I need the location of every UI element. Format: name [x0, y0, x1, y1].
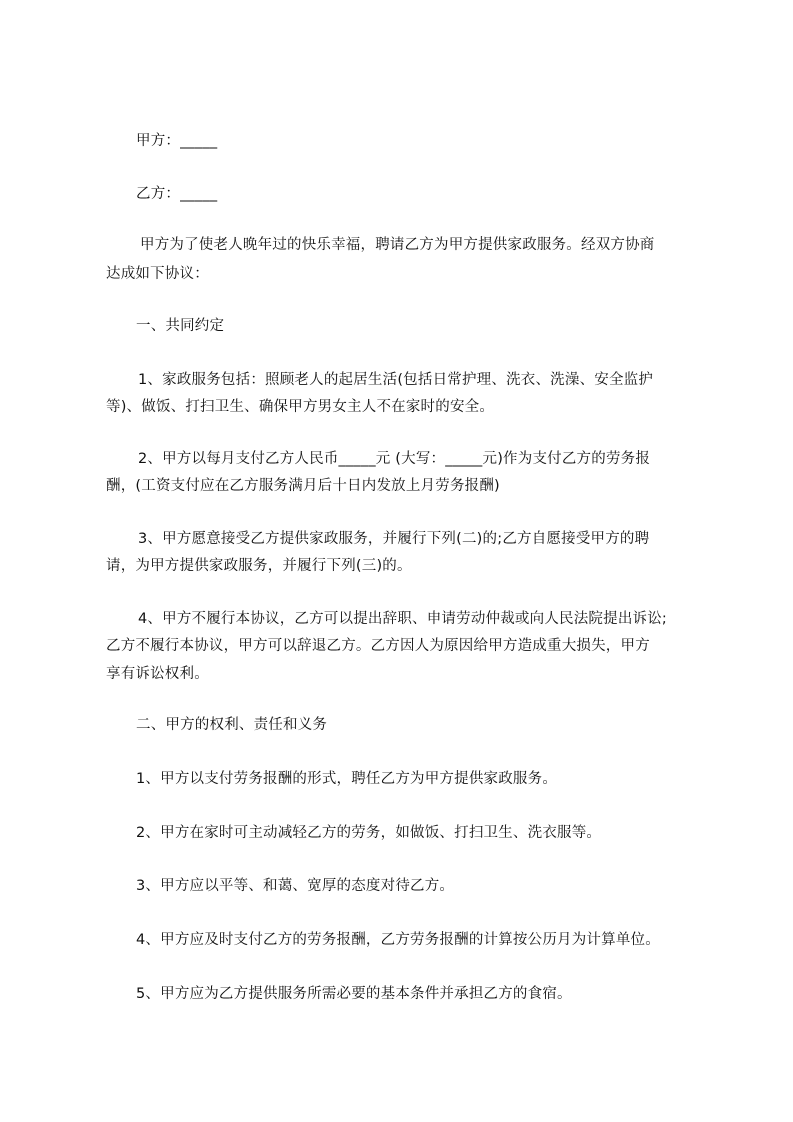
section-1-item-3-line-2: 请，为甲方提供家政服务，并履行下列(三)的。 — [106, 558, 412, 574]
section-2-item-5: 5、甲方应为乙方提供服务所需必要的基本条件并承担乙方的食宿。 — [136, 986, 572, 1002]
section-1-item-3-line-1: 3、甲方愿意接受乙方提供家政服务，并履行下列(二)的;乙方自愿接受甲方的聘 — [138, 531, 650, 547]
intro-line-2: 达成如下协议： — [106, 266, 209, 282]
section-1-item-1-line-1: 1、家政服务包括：照顾老人的起居生活(包括日常护理、洗衣、洗澡、安全监护 — [138, 372, 654, 388]
intro-line-1: 甲方为了使老人晚年过的快乐幸福，聘请乙方为甲方提供家政服务。经双方协商 — [140, 237, 655, 253]
section-1-item-2-line-1: 2、甲方以每月支付乙方人民币_____元 (大写：_____元)作为支付乙方的劳务报 — [138, 451, 651, 467]
section-2-item-3: 3、甲方应以平等、和蔼、宽厚的态度对待乙方。 — [136, 878, 455, 894]
section-2-item-2: 2、甲方在家时可主动减轻乙方的劳务，如做饭、打扫卫生、洗衣服等。 — [136, 825, 602, 841]
party-a-line: 甲方：_____ — [136, 133, 218, 149]
section-2-item-4: 4、甲方应及时支付乙方的劳务报酬，乙方劳务报酬的计算按公历月为计算单位。 — [136, 932, 660, 948]
party-b-line: 乙方：_____ — [136, 186, 218, 202]
section-2-heading: 二、甲方的权利、责任和义务 — [136, 717, 328, 733]
section-1-item-2-line-2: 酬，(工资支付应在乙方服务满月后十日内发放上月劳务报酬) — [106, 478, 500, 494]
section-1-item-4-line-3: 享有诉讼权利。 — [106, 666, 209, 682]
section-2-item-1: 1、甲方以支付劳务报酬的形式，聘任乙方为甲方提供家政服务。 — [136, 771, 558, 787]
section-1-heading: 一、共同约定 — [136, 318, 225, 334]
section-1-item-4-line-1: 4、甲方不履行本协议，乙方可以提出辞职、申请劳动仲裁或向人民法院提出诉讼; — [138, 611, 668, 627]
section-1-item-1-line-2: 等)、做饭、打扫卫生、确保甲方男女主人不在家时的安全。 — [106, 399, 495, 415]
section-1-item-4-line-2: 乙方不履行本协议，甲方可以辞退乙方。乙方因人为原因给甲方造成重大损失，甲方 — [106, 638, 650, 654]
